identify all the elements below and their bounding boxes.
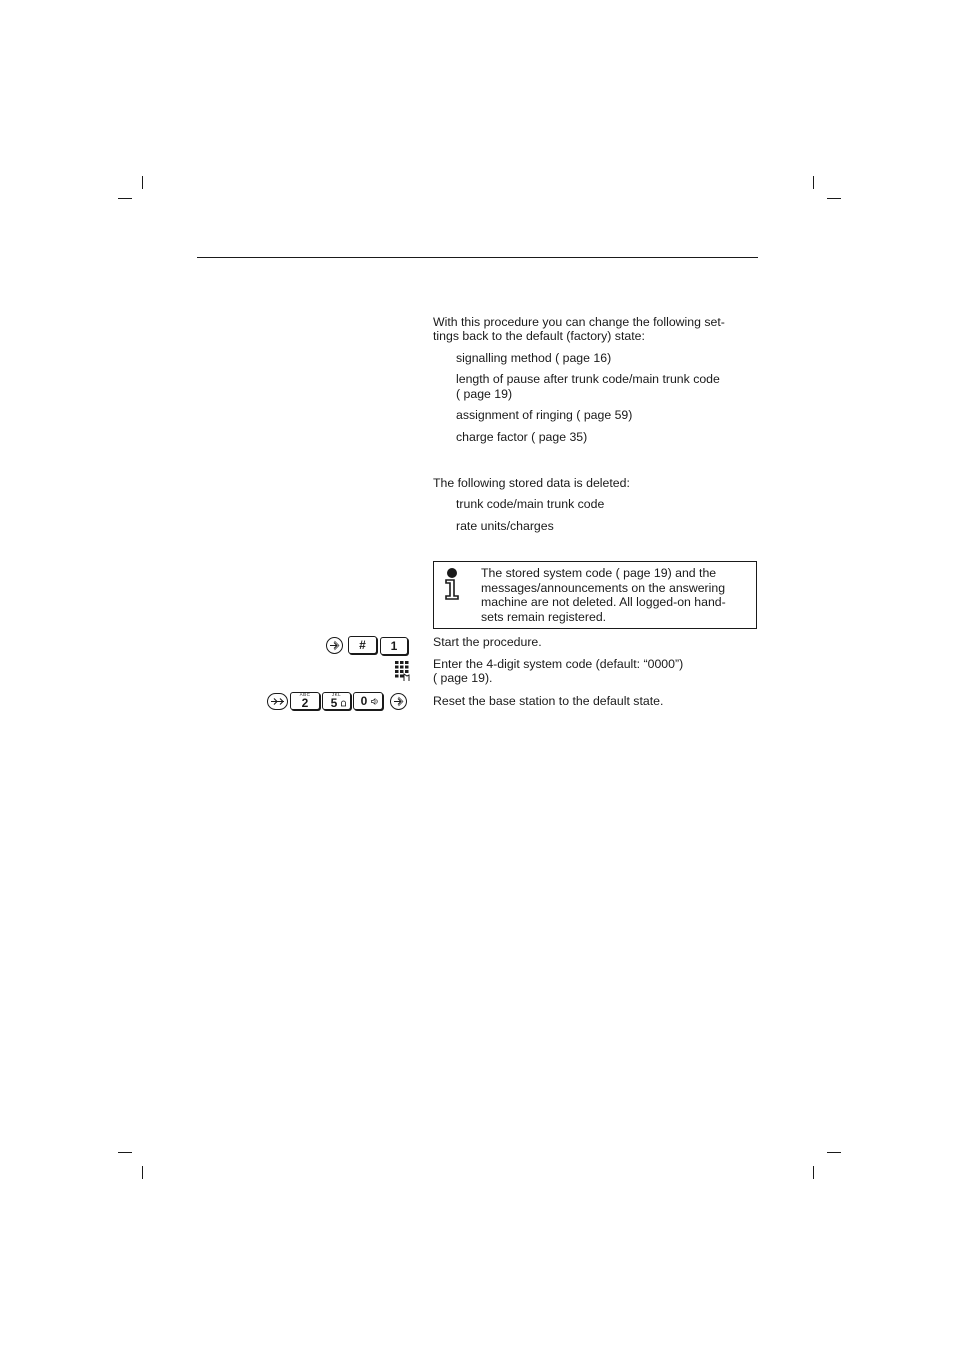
step-1-text: Start the procedure. [433, 635, 542, 649]
deleted-heading: The following stored data is deleted: [433, 476, 630, 490]
one-key-icon [380, 637, 408, 655]
crop-mark-br-h [827, 1152, 841, 1153]
deleted-item-trunk: trunk code/main trunk code [456, 497, 605, 511]
zero-key-icon [353, 692, 383, 710]
one-key-label: 1 [390, 639, 398, 653]
hash-key-icon [348, 636, 377, 654]
hash-key-label: # [359, 638, 366, 652]
note-box [433, 561, 757, 629]
info-icon [442, 567, 462, 601]
crop-mark-tl-h [118, 198, 132, 199]
settings-item-pause: length of pause after trunk code/main trunk code [456, 372, 720, 386]
intro-line-2: tings back to the default (factory) state: [433, 329, 645, 343]
two-key-icon [290, 692, 320, 710]
note-line-3: machine are not deleted. All logged-on hand- [481, 595, 726, 609]
step-3-text: Reset the base station to the default state. [433, 694, 664, 708]
bell-icon [340, 700, 347, 707]
menu-key-icon [326, 637, 343, 654]
menu-key-end-icon [390, 693, 407, 710]
five-key-label: 5 [330, 696, 338, 710]
header-rule [197, 257, 758, 258]
double-arrow-key-icon [267, 693, 288, 710]
settings-item-pause-ref: ( page 19) [456, 387, 513, 401]
intro-line-1: With this procedure you can change the following set- [433, 315, 725, 329]
two-key-label: 2 [301, 696, 309, 710]
settings-item-signalling: signalling method ( page 16) [456, 351, 612, 365]
keypad-icon [394, 660, 410, 682]
note-line-4: sets remain registered. [481, 609, 607, 624]
step-2-text-2: ( page 19). [433, 671, 493, 685]
crop-mark-tr-h [827, 198, 841, 199]
two-key-sub: ABC [299, 692, 311, 697]
crop-mark-bl-v [142, 1166, 143, 1179]
five-key-icon [322, 692, 351, 710]
deleted-item-rates: rate units/charges [456, 519, 554, 533]
speaker-icon [371, 698, 379, 705]
crop-mark-bl-h [118, 1152, 132, 1153]
note-text [481, 566, 726, 624]
step-2-text-1: Enter the 4-digit system code (default: “0000”) [433, 657, 684, 671]
crop-mark-tl-v [142, 176, 143, 189]
five-key-sub: JKL [331, 692, 342, 697]
note-line-1: The stored system code ( page 19) and the [481, 566, 717, 580]
crop-mark-br-v [813, 1166, 814, 1179]
settings-item-ringing: assignment of ringing ( page 59) [456, 408, 633, 422]
settings-item-charge: charge factor ( page 35) [456, 430, 588, 444]
zero-key-label: 0 [360, 694, 368, 708]
note-line-2: messages/announcements on the answering [481, 580, 726, 595]
crop-mark-tr-v [813, 176, 814, 189]
